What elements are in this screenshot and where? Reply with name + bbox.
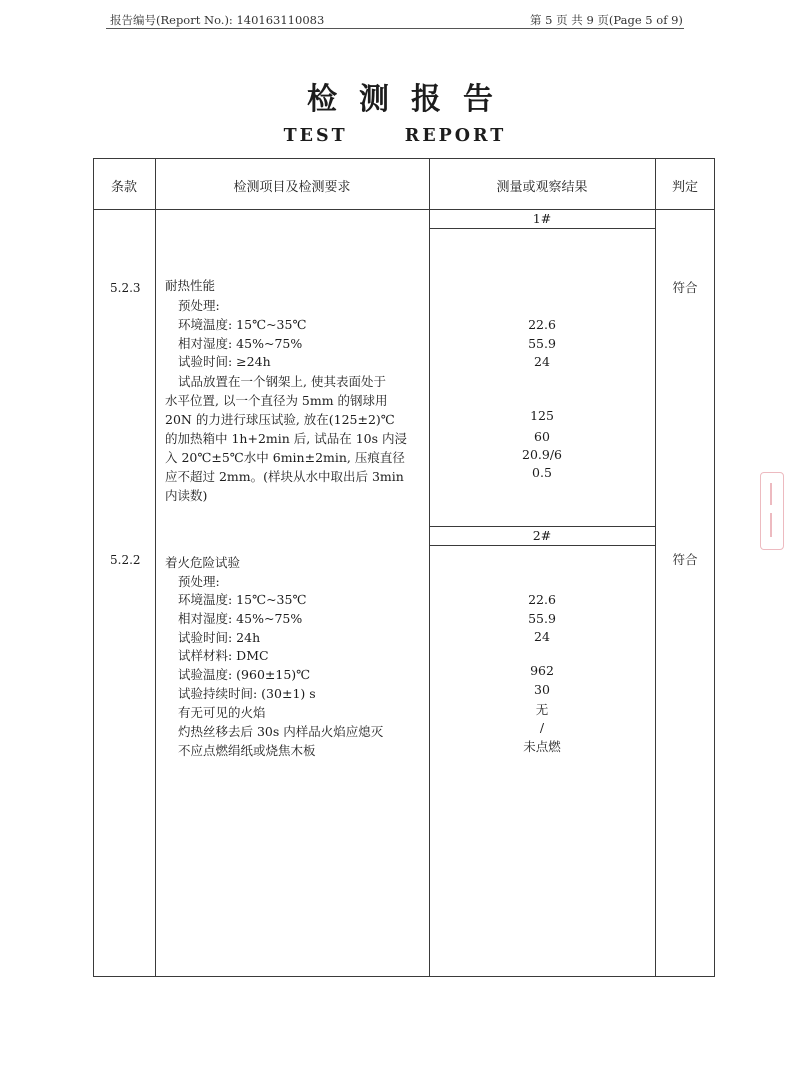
item-title: 着火危险试验 — [165, 555, 241, 570]
result-value: 30 — [534, 682, 550, 697]
item-line: 内读数) — [165, 488, 208, 503]
col-header-clause: 条款 — [110, 180, 137, 195]
item-title: 耐热性能 — [165, 278, 216, 293]
page-indicator: 第 5 页 共 9 页(Page 5 of 9) — [530, 13, 683, 27]
result-value: 125 — [530, 408, 554, 423]
result-value: 24 — [534, 629, 550, 644]
item-line: 预处理: — [178, 298, 220, 313]
item-line: 不应点燃绢纸或烧焦木板 — [178, 743, 316, 758]
verdict: 符合 — [672, 552, 698, 567]
sample-row-rule — [429, 545, 655, 546]
clause-number: 5.2.2 — [110, 553, 141, 567]
column-divider — [429, 158, 430, 977]
result-value: 无 — [535, 702, 549, 717]
page-title-cn: 检测报告 — [307, 82, 515, 117]
header-rule — [106, 28, 684, 29]
result-value: 0.5 — [532, 465, 552, 480]
item-line: 灼热丝移去后 30s 内样品火焰应熄灭 — [178, 724, 384, 739]
item-line: 试验温度: (960±15)℃ — [178, 667, 311, 682]
item-line: 的加热箱中 1h+2min 后, 试品在 10s 内浸 — [165, 431, 407, 446]
col-header-result: 测量或观察结果 — [496, 180, 588, 195]
item-line: 20N 的力进行球压试验, 放在(125±2)℃ — [165, 412, 395, 427]
result-value: 22.6 — [528, 317, 556, 332]
result-value: 60 — [534, 429, 550, 444]
item-line: 试样材料: DMC — [178, 648, 269, 663]
col-header-verdict: 判定 — [671, 180, 698, 195]
item-line: 预处理: — [178, 574, 220, 589]
item-line: 水平位置, 以一个直径为 5mm 的钢球用 — [165, 393, 388, 408]
result-value: / — [539, 720, 545, 735]
col-header-item: 检测项目及检测要求 — [233, 180, 351, 195]
seal-stamp — [760, 472, 784, 550]
item-line: 试验时间: 24h — [178, 630, 261, 645]
clause-number: 5.2.3 — [110, 281, 141, 295]
item-line: 试验持续时间: (30±1) s — [178, 686, 316, 701]
item-line: 环境温度: 15℃~35℃ — [178, 592, 307, 607]
result-value: 962 — [530, 663, 554, 678]
item-line: 应不超过 2mm。(样块从水中取出后 3min — [165, 469, 404, 484]
sample-label: 1# — [532, 211, 552, 226]
item-line: 有无可见的火焰 — [178, 705, 266, 720]
result-value: 未点燃 — [523, 739, 561, 754]
report-number: 报告编号(Report No.): 140163110083 — [110, 13, 325, 27]
item-line: 试品放置在一个钢架上, 使其表面处于 — [178, 374, 386, 389]
result-value: 22.6 — [528, 592, 556, 607]
item-line: 试验时间: ≥24h — [178, 354, 271, 369]
column-divider — [155, 158, 156, 977]
result-value: 24 — [534, 354, 550, 369]
item-line: 相对湿度: 45%~75% — [178, 611, 303, 626]
verdict: 符合 — [672, 280, 698, 295]
item-line: 相对湿度: 45%~75% — [178, 336, 303, 351]
sample-row-rule — [429, 228, 655, 229]
item-line: 入 20℃±5℃水中 6min±2min, 压痕直径 — [165, 450, 405, 465]
result-value: 20.9/6 — [522, 447, 562, 462]
page-title-en: TEST REPORT — [283, 126, 507, 146]
sample-label: 2# — [532, 528, 552, 543]
result-value: 55.9 — [528, 611, 556, 626]
result-value: 55.9 — [528, 336, 556, 351]
item-line: 环境温度: 15℃~35℃ — [178, 317, 307, 332]
